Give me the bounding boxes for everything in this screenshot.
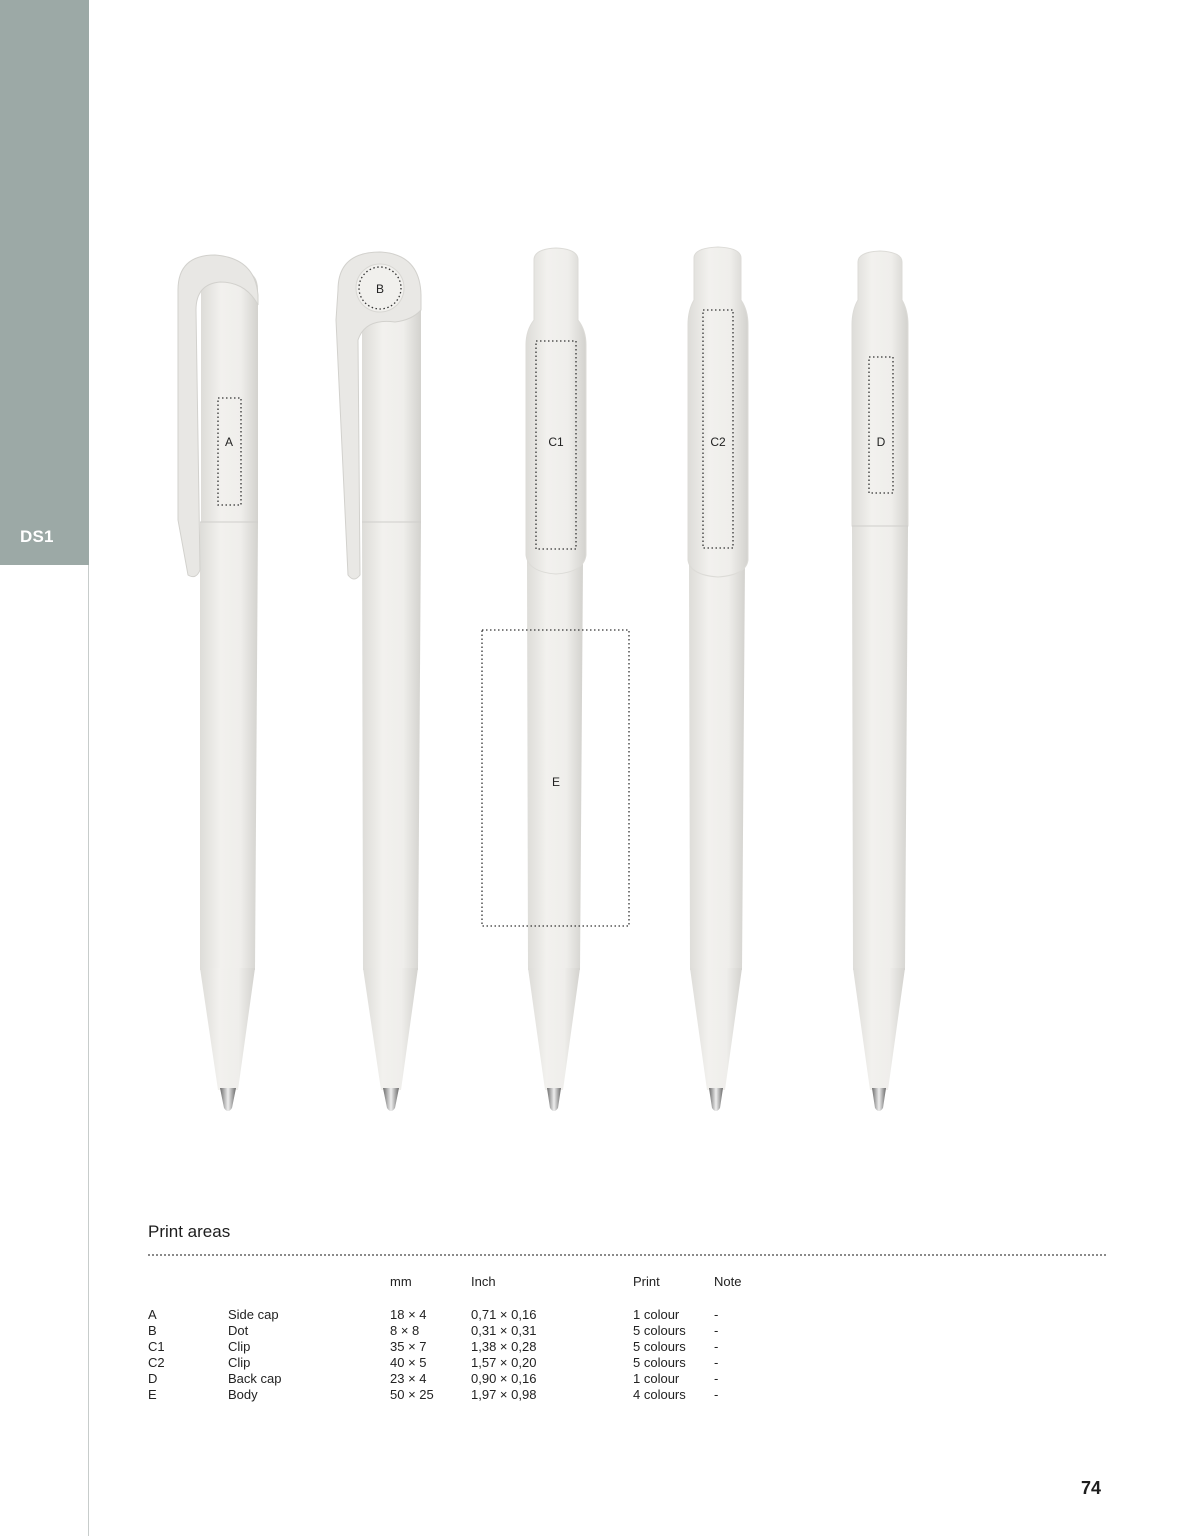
table-row [148,1371,754,1387]
cell-mm: 50 × 25 [390,1387,434,1402]
cell-mm: 35 × 7 [390,1339,427,1354]
cell-inch: 1,97 × 0,98 [471,1387,537,1402]
cell-note: - [714,1307,719,1322]
cell-inch: 0,90 × 0,16 [471,1371,537,1386]
cell-name: Clip [228,1355,251,1370]
header-print: Print [633,1274,660,1289]
cell-print: 5 colours [633,1355,686,1370]
cell-note: - [714,1371,719,1386]
cell-print: 5 colours [633,1323,686,1338]
print-area-c2-label: C2 [710,435,726,449]
product-code: DS1 [20,527,54,546]
pen-clip-c1 [482,248,629,1111]
pen-dot [336,252,421,1111]
cell-name: Back cap [228,1371,282,1386]
header-mm: mm [390,1274,412,1289]
print-areas-table [148,1273,754,1403]
pen-back-cap [852,251,908,1111]
cell-inch: 1,57 × 0,20 [471,1355,537,1370]
section-title: Print areas [148,1222,231,1241]
dotted-divider [148,1254,1106,1256]
cell-note: - [714,1387,719,1402]
table-row [148,1307,754,1323]
cell-note: - [714,1323,719,1338]
cell-mm: 8 × 8 [390,1323,420,1338]
cell-code: A [148,1307,157,1322]
header-code [148,1273,228,1307]
print-area-d-label: D [876,435,886,449]
table-row [148,1323,754,1339]
cell-inch: 1,38 × 0,28 [471,1339,537,1354]
table-row [148,1387,754,1403]
cell-print: 4 colours [633,1387,686,1402]
page-number: 74 [1081,1478,1102,1498]
header-note: Note [714,1274,742,1289]
cell-print: 1 colour [633,1371,680,1386]
print-area-c1-label: C1 [548,435,564,449]
pen-clip-c2 [688,247,748,1111]
print-area-b-label: B [375,282,385,296]
cell-name: Dot [228,1323,249,1338]
pen-side-cap [178,255,258,1111]
cell-code: E [148,1387,157,1402]
cell-name: Body [228,1387,258,1402]
cell-name: Side cap [228,1307,279,1322]
cell-mm: 18 × 4 [390,1307,427,1322]
cell-mm: 40 × 5 [390,1355,427,1370]
cell-code: C1 [148,1339,165,1354]
cell-inch: 0,71 × 0,16 [471,1307,537,1322]
cell-note: - [714,1339,719,1354]
cell-name: Clip [228,1339,251,1354]
table-row [148,1339,754,1355]
table-row [148,1355,754,1371]
print-area-a-label: A [224,435,234,449]
cell-note: - [714,1355,719,1370]
cell-print: 5 colours [633,1339,686,1354]
table-header-row [148,1273,754,1307]
cell-code: C2 [148,1355,165,1370]
cell-mm: 23 × 4 [390,1371,427,1386]
cell-code: B [148,1323,157,1338]
cell-print: 1 colour [633,1307,680,1322]
print-area-e-label: E [551,775,561,789]
header-inch: Inch [471,1274,496,1289]
header-name [228,1273,390,1307]
cell-code: D [148,1371,158,1386]
cell-inch: 0,31 × 0,31 [471,1323,537,1338]
